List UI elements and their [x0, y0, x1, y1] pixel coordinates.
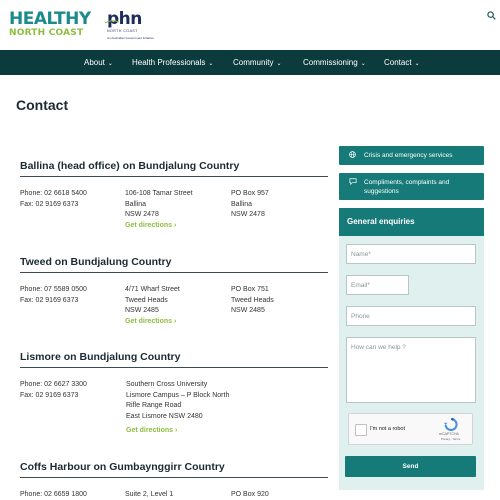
get-directions-link[interactable]: Get directions ›	[126, 427, 178, 434]
recaptcha-logo-icon	[444, 418, 458, 431]
phn-word: phn	[107, 9, 142, 29]
address-line: Rifle Range Road	[126, 402, 182, 409]
chevron-down-icon: ⌄	[208, 61, 214, 67]
recaptcha-checkbox[interactable]	[355, 424, 367, 436]
send-button[interactable]: Send	[345, 456, 476, 477]
chevron-down-icon: ⌄	[276, 61, 282, 67]
office-fax: Fax: 02 9169 6373	[20, 391, 79, 399]
office-heading: Coffs Harbour on Gumbaynggirr Country	[20, 461, 328, 478]
nav-label: Health Professionals	[132, 58, 206, 67]
logo-word-north-coast: NORTH COAST	[9, 28, 84, 38]
postal-line: Ballina	[231, 200, 253, 208]
message-field[interactable]: How can we help ?	[346, 337, 476, 403]
phn-tagline: An Australian Government Initiative	[107, 36, 154, 40]
nav-item-commissioning[interactable]	[303, 50, 366, 75]
crisis-services-label: Crisis and emergency services	[364, 152, 453, 159]
address-line: Ballina	[125, 200, 147, 208]
postal-line: Tweed Heads	[231, 296, 274, 304]
nav-item-about[interactable]	[84, 50, 113, 75]
phone-field[interactable]: Phone	[346, 306, 476, 326]
address-line: Suite 2, Level 1	[125, 491, 174, 498]
office-coffs-harbour	[20, 461, 328, 498]
address-line: Tweed Heads	[125, 296, 168, 304]
phn-logo[interactable]	[107, 11, 154, 40]
office-ballina	[20, 160, 328, 229]
recaptcha-label: I'm not a robot	[370, 426, 405, 432]
address-line: Southern Cross University	[126, 381, 208, 388]
postal-line: NSW 2485	[231, 307, 265, 314]
office-tweed	[20, 256, 328, 325]
search-icon[interactable]	[487, 11, 496, 23]
name-field[interactable]: Name*	[346, 244, 476, 264]
logo-word-healthy: HEALTHY	[9, 9, 91, 29]
email-field[interactable]: Email*	[346, 275, 409, 295]
nav-label: About	[84, 58, 105, 67]
office-phone: Phone: 07 5589 0500	[20, 286, 87, 293]
nav-label: Community	[233, 58, 274, 67]
site-header	[0, 0, 500, 50]
office-heading: Lismore on Bundjalung Country	[20, 351, 328, 368]
chevron-down-icon: ⌄	[414, 61, 420, 67]
compliments-complaints-label: Compliments, complaints and suggestions	[364, 179, 450, 195]
general-enquiries-title: General enquiries	[347, 217, 415, 226]
nav-item-contact[interactable]	[384, 50, 420, 75]
address-line: East Lismore NSW 2480	[126, 412, 203, 420]
chat-bubble-icon	[349, 178, 357, 187]
office-phone: Phone: 02 6659 1800	[20, 491, 87, 498]
postal-line: PO Box 751	[231, 286, 269, 293]
nav-item-health-professionals[interactable]	[132, 50, 213, 75]
recaptcha-brand: reCAPTCHA	[439, 432, 459, 436]
chevron-down-icon: ⌄	[360, 61, 366, 67]
get-directions-link[interactable]: Get directions ›	[125, 317, 177, 325]
office-fax: Fax: 02 9169 6373	[20, 296, 79, 304]
crisis-services-button[interactable]	[339, 146, 484, 165]
nav-label: Contact	[384, 58, 412, 67]
postal-line: PO Box 920	[231, 491, 269, 498]
office-fax: Fax: 02 9169 6373	[20, 200, 79, 208]
office-phone: Phone: 02 6618 5400	[20, 190, 87, 197]
compliments-complaints-button[interactable]	[339, 173, 484, 200]
healthy-north-coast-logo[interactable]	[9, 11, 91, 38]
address-line: NSW 2478	[125, 211, 159, 218]
nav-item-community[interactable]	[233, 50, 281, 75]
chevron-down-icon: ⌄	[107, 61, 113, 67]
office-heading: Ballina (head office) on Bundjalung Country	[20, 160, 328, 177]
globe-icon	[349, 151, 356, 160]
office-phone: Phone: 02 6627 3300	[20, 381, 87, 388]
address-line: Lismore Campus – P Block North	[126, 391, 230, 399]
address-line: NSW 2485	[125, 307, 159, 314]
general-enquiries-header	[339, 208, 484, 236]
phn-subtitle: NORTH COAST	[107, 29, 138, 33]
nav-label: Commissioning	[303, 58, 358, 67]
postal-line: NSW 2478	[231, 211, 265, 218]
office-lismore	[20, 351, 328, 434]
get-directions-link[interactable]: Get directions ›	[125, 221, 177, 229]
recaptcha-terms-link[interactable]: Privacy - Terms	[441, 437, 461, 441]
page-title: Contact	[16, 97, 69, 113]
postal-line: PO Box 957	[231, 190, 269, 197]
phn-swoosh-icon	[105, 20, 119, 24]
address-line: 4/71 Wharf Street	[125, 286, 180, 293]
main-nav	[0, 50, 500, 75]
recaptcha-widget	[348, 413, 473, 445]
address-line: 106-108 Tamar Street	[125, 190, 193, 197]
office-heading: Tweed on Bundjalung Country	[20, 256, 328, 273]
